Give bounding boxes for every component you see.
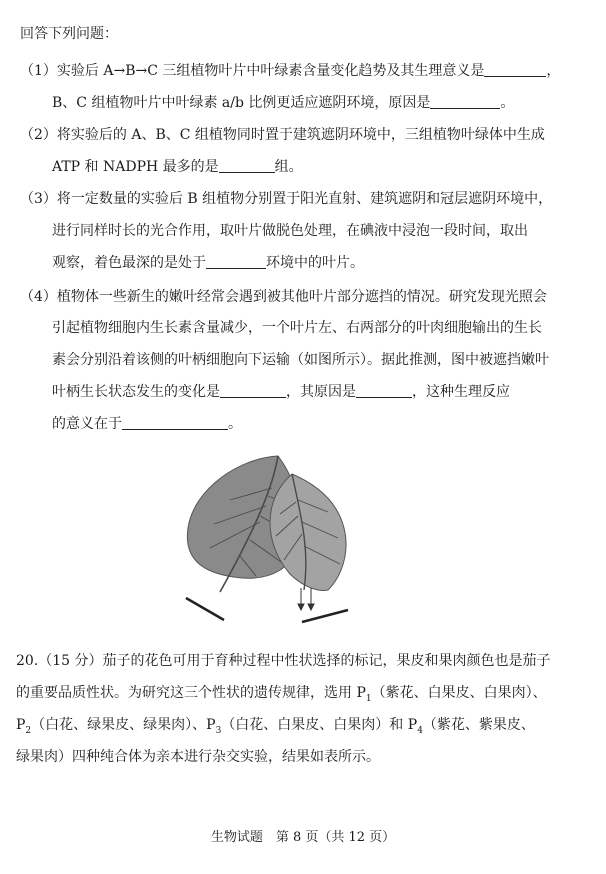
q2-line-2 (52, 157, 303, 177)
q20-line-1: 20.（15 分）茄子的花色可用于育种过程中性状选择的标记，果皮和果肉颜色也是茄子 (16, 653, 551, 669)
q3-line-2: 进行同样时长的光合作用，取叶片做脱色处理，在碘液中浸泡一段时间，取出 (52, 223, 528, 239)
q4-line-4 (52, 382, 510, 402)
q4-line-2: 引起植物细胞内生长素含量减少，一个叶片左、右两部分的叶肉细胞输出的生长 (52, 320, 542, 336)
q1-text-2b: 。 (500, 95, 515, 111)
q4-text-4a: 叶柄生长状态发生的变化是 (52, 384, 220, 400)
q20-text-3d: （紫花、紫果皮、 (422, 717, 535, 733)
leaf-figure (180, 452, 360, 632)
q4-text-4c: ，这种生理反应 (412, 384, 510, 400)
q1-text-2a: B、C 组植物叶片中叶绿素 a/b 比例更适应遮阴环境，原因是 (52, 95, 431, 111)
exposed-leaf-icon (270, 474, 348, 622)
q4-line-1: （4）植物体一些新生的嫩叶经常会遇到被其他叶片部分遮挡的情况。研究发现光照会 (20, 289, 547, 305)
answer-blank[interactable] (122, 415, 228, 430)
q3-line-3 (52, 253, 364, 273)
q20-text-3a: P (16, 717, 26, 733)
q1-text-1a: （1）实验后 A→B→C 三组植物叶片中叶绿素含量变化趋势及其生理意义是 (20, 63, 485, 79)
intro-text: 回答下列问题： (20, 26, 118, 42)
q2-text-2b: 组。 (274, 159, 303, 175)
page-footer: 生物试题 第 8 页（共 12 页） (210, 830, 396, 845)
q2-text-2a: ATP 和 NADPH 最多的是 (52, 159, 219, 175)
answer-blank[interactable] (356, 383, 412, 398)
q20-line-3 (16, 715, 535, 741)
subscript: 1 (365, 693, 372, 704)
arrow-down-icon (298, 588, 314, 610)
q4-line-5 (52, 414, 242, 434)
q1-text-1b: ， (546, 63, 561, 79)
answer-blank[interactable] (219, 158, 275, 173)
answer-blank[interactable] (430, 94, 500, 109)
q20-text-2a: 的重要品质性状。为研究这三个性状的遗传规律，选用 P (16, 685, 366, 701)
q20-text-2b: （紫花、白果皮、白果肉）、 (371, 685, 547, 701)
subscript: 3 (215, 725, 222, 736)
answer-blank[interactable] (220, 383, 286, 398)
answer-blank[interactable] (206, 254, 266, 269)
q20-text-3c: （白花、白果皮、白果肉）和 P (221, 717, 418, 733)
q4-line-3: 素会分别沿着该侧的叶柄细胞向下运输（如图所示）。据此推测，图中被遮挡嫩叶 (52, 352, 549, 368)
q3-line-1: （3）将一定数量的实验后 B 组植物分别置于阳光直射、建筑遮阴和冠层遮阴环境中， (20, 191, 553, 207)
q1-line-2 (52, 93, 514, 113)
answer-blank[interactable] (484, 62, 546, 77)
q3-text-3a: 观察，着色最深的是处于 (52, 255, 206, 271)
subscript: 2 (25, 725, 32, 736)
q1-line-1 (20, 61, 560, 81)
q20-text-3b: （白花、绿果皮、绿果肉）、P (31, 717, 216, 733)
q4-text-4b: ，其原因是 (286, 384, 356, 400)
q4-text-5b: 。 (228, 416, 242, 432)
q3-text-3b: 环境中的叶片。 (266, 255, 364, 271)
subscript: 4 (417, 725, 423, 736)
q20-line-4: 绿果肉）四种纯合体为亲本进行杂交实验，结果如表所示。 (16, 749, 380, 765)
q4-text-5a: 的意义在于 (52, 416, 122, 432)
q20-line-2 (16, 683, 547, 709)
q2-line-1: （2）将实验后的 A、B、C 组植物同时置于建筑遮阴环境中，三组植物叶绿体中生成 (20, 127, 545, 143)
